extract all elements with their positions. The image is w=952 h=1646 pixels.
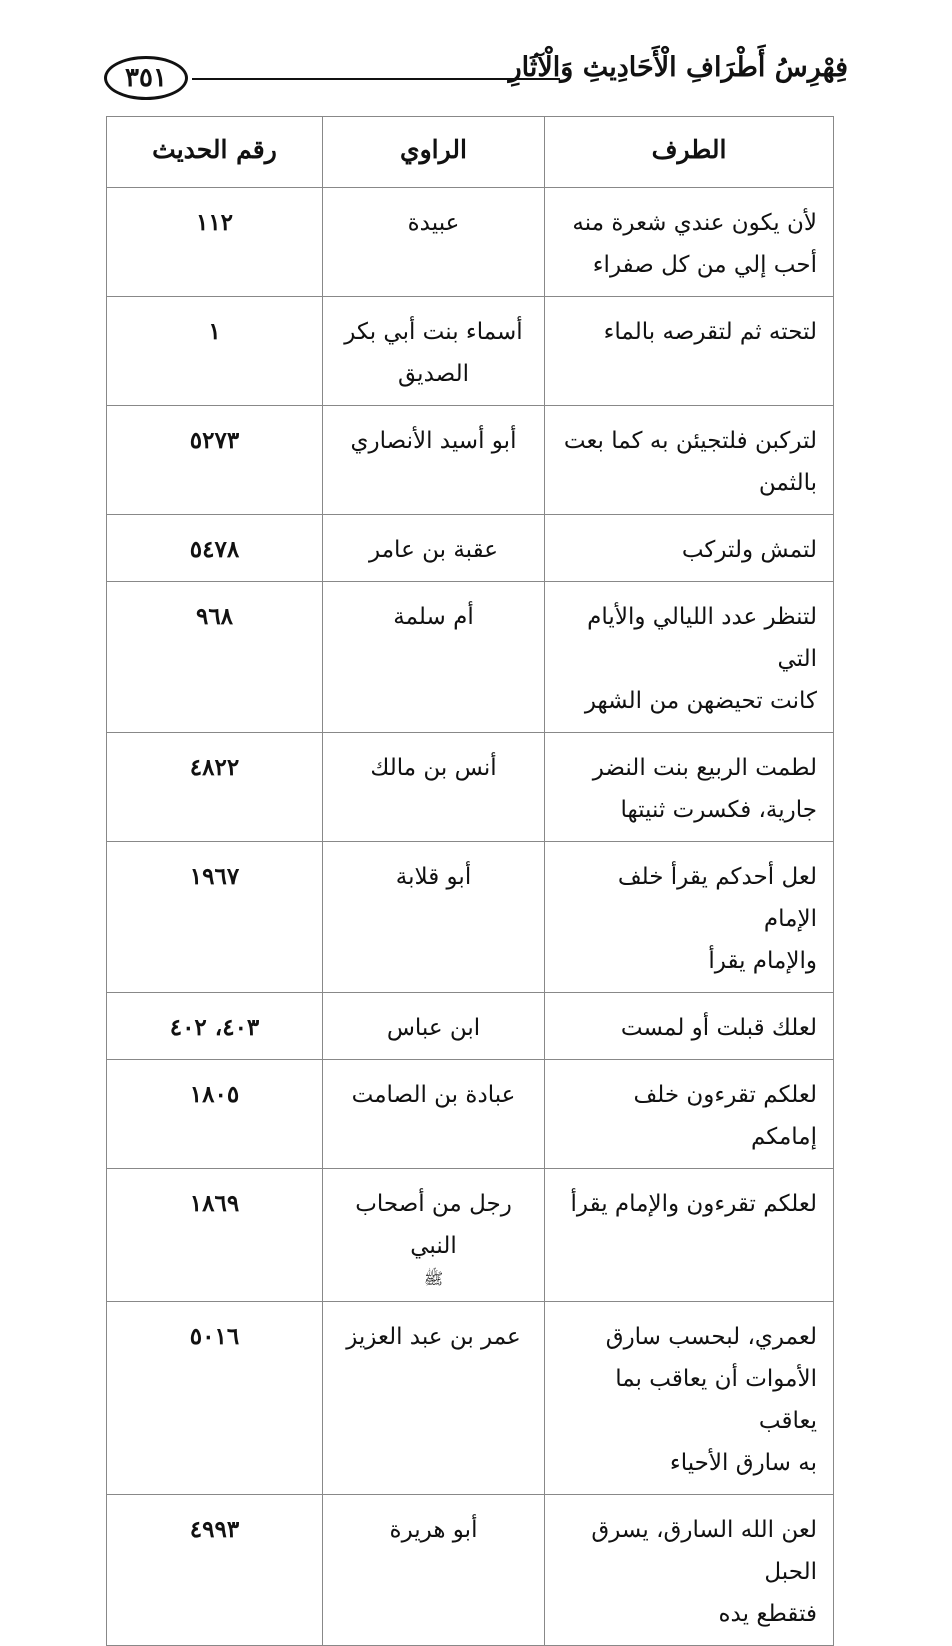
hadith-excerpt-line: والإمام يقرأ <box>708 948 817 974</box>
page-number: ٣٥١ <box>104 56 188 100</box>
hadith-excerpt-line: الأموات أن يعاقب بما يعاقب <box>615 1366 817 1434</box>
hadith-excerpt-line: به سارق الأحياء <box>669 1450 817 1476</box>
narrator-line: عبيدة <box>407 210 460 236</box>
table-body <box>107 188 834 1646</box>
narrator <box>323 188 545 297</box>
hadith-excerpt <box>545 1495 834 1646</box>
hadith-number: ٥٢٧٣ <box>107 406 323 515</box>
table-row <box>107 515 834 582</box>
narrator <box>323 1169 545 1302</box>
narrator-line: الصديق <box>398 361 469 387</box>
table-row <box>107 842 834 993</box>
hadith-number: ٤٠٣، ٤٠٢ <box>107 993 323 1060</box>
hadith-excerpt-line: لتركبن فلتجيئن به كما بعت <box>563 428 817 454</box>
narrator <box>323 1302 545 1495</box>
page-title: فِهْرِسُ أَطْرَافِ الْأَحَادِيثِ وَالْآثَارِ <box>508 52 848 83</box>
hadith-excerpt <box>545 515 834 582</box>
hadith-excerpt-line: جارية، فكسرت ثنيتها <box>620 797 817 823</box>
hadith-excerpt-line: لأن يكون عندي شعرة منه <box>572 210 817 236</box>
narrator-line: أبو هريرة <box>389 1517 478 1543</box>
column-header-number: رقم الحديث <box>107 117 323 188</box>
table-row <box>107 406 834 515</box>
page-header <box>98 52 848 108</box>
hadith-index-table <box>106 116 834 1646</box>
hadith-number: ١١٢ <box>107 188 323 297</box>
narrator <box>323 993 545 1060</box>
hadith-excerpt <box>545 842 834 993</box>
hadith-excerpt <box>545 1060 834 1169</box>
table-row <box>107 582 834 733</box>
table-row <box>107 188 834 297</box>
hadith-excerpt-line: لعلكم تقرءون خلف إمامكم <box>633 1082 817 1150</box>
hadith-excerpt-line: لعلك قبلت أو لمست <box>620 1015 817 1041</box>
narrator-line: ابن عباس <box>386 1015 481 1041</box>
table-row <box>107 1060 834 1169</box>
column-header-rawi: الراوي <box>323 117 545 188</box>
hadith-excerpt <box>545 297 834 406</box>
narrator-line: أبو أسيد الأنصاري <box>350 428 517 454</box>
narrator-line: عبادة بن الصامت <box>351 1082 516 1108</box>
narrator-line: عقبة بن عامر <box>369 537 498 563</box>
narrator <box>323 582 545 733</box>
hadith-number: ٤٨٢٢ <box>107 733 323 842</box>
hadith-excerpt <box>545 733 834 842</box>
narrator-line: عمر بن عبد العزيز <box>346 1324 521 1350</box>
hadith-excerpt <box>545 188 834 297</box>
hadith-number: ١٨٦٩ <box>107 1169 323 1302</box>
narrator-line: أم سلمة <box>393 604 474 630</box>
table-row <box>107 1495 834 1646</box>
narrator <box>323 1060 545 1169</box>
hadith-excerpt-line: لتمش ولتركب <box>681 537 817 563</box>
hadith-number: ٥٤٧٨ <box>107 515 323 582</box>
narrator <box>323 842 545 993</box>
hadith-excerpt-line: لعلكم تقرءون والإمام يقرأ <box>570 1191 817 1217</box>
hadith-number: ١٨٠٥ <box>107 1060 323 1169</box>
hadith-excerpt-line: لتحته ثم لتقرصه بالماء <box>603 319 817 345</box>
narrator <box>323 515 545 582</box>
hadith-number: ١ <box>107 297 323 406</box>
hadith-excerpt-line: بالثمن <box>758 470 817 496</box>
hadith-number: ٤٩٩٣ <box>107 1495 323 1646</box>
narrator-line: أبو قلابة <box>395 864 472 890</box>
hadith-excerpt-line: لعن الله السارق، يسرق الحبل <box>591 1517 817 1585</box>
hadith-excerpt-line: لعل أحدكم يقرأ خلف الإمام <box>617 864 817 932</box>
hadith-excerpt-line: لتنظر عدد الليالي والأيام التي <box>587 604 817 672</box>
table-header-row <box>107 117 834 188</box>
narrator <box>323 1495 545 1646</box>
hadith-excerpt-line: فتقطع يده <box>718 1601 817 1627</box>
table-row <box>107 297 834 406</box>
hadith-excerpt <box>545 1302 834 1495</box>
hadith-number: ٩٦٨ <box>107 582 323 733</box>
narrator <box>323 733 545 842</box>
hadith-number: ١٩٦٧ <box>107 842 323 993</box>
header-rule <box>192 78 560 80</box>
hadith-excerpt <box>545 993 834 1060</box>
narrator <box>323 297 545 406</box>
table-row <box>107 1302 834 1495</box>
hadith-excerpt-line: كانت تحيضهن من الشهر <box>584 688 817 714</box>
hadith-excerpt-line: لطمت الربيع بنت النضر <box>592 755 817 781</box>
hadith-excerpt <box>545 406 834 515</box>
hadith-excerpt-line: لعمري، لبحسب سارق <box>605 1324 817 1350</box>
hadith-excerpt <box>545 582 834 733</box>
table-row <box>107 733 834 842</box>
narrator-line: رجل من أصحاب النبي <box>355 1191 512 1259</box>
narrator-line: أنس بن مالك <box>370 755 497 781</box>
narrator-line: أسماء بنت أبي بكر <box>344 319 523 345</box>
table-row <box>107 1169 834 1302</box>
column-header-taraf: الطرف <box>545 117 834 188</box>
hadith-number: ٥٠١٦ <box>107 1302 323 1495</box>
salutation-symbol: ﷺ <box>423 1269 444 1288</box>
hadith-excerpt <box>545 1169 834 1302</box>
hadith-excerpt-line: أحب إلي من كل صفراء <box>592 252 817 278</box>
table-row <box>107 993 834 1060</box>
narrator <box>323 406 545 515</box>
